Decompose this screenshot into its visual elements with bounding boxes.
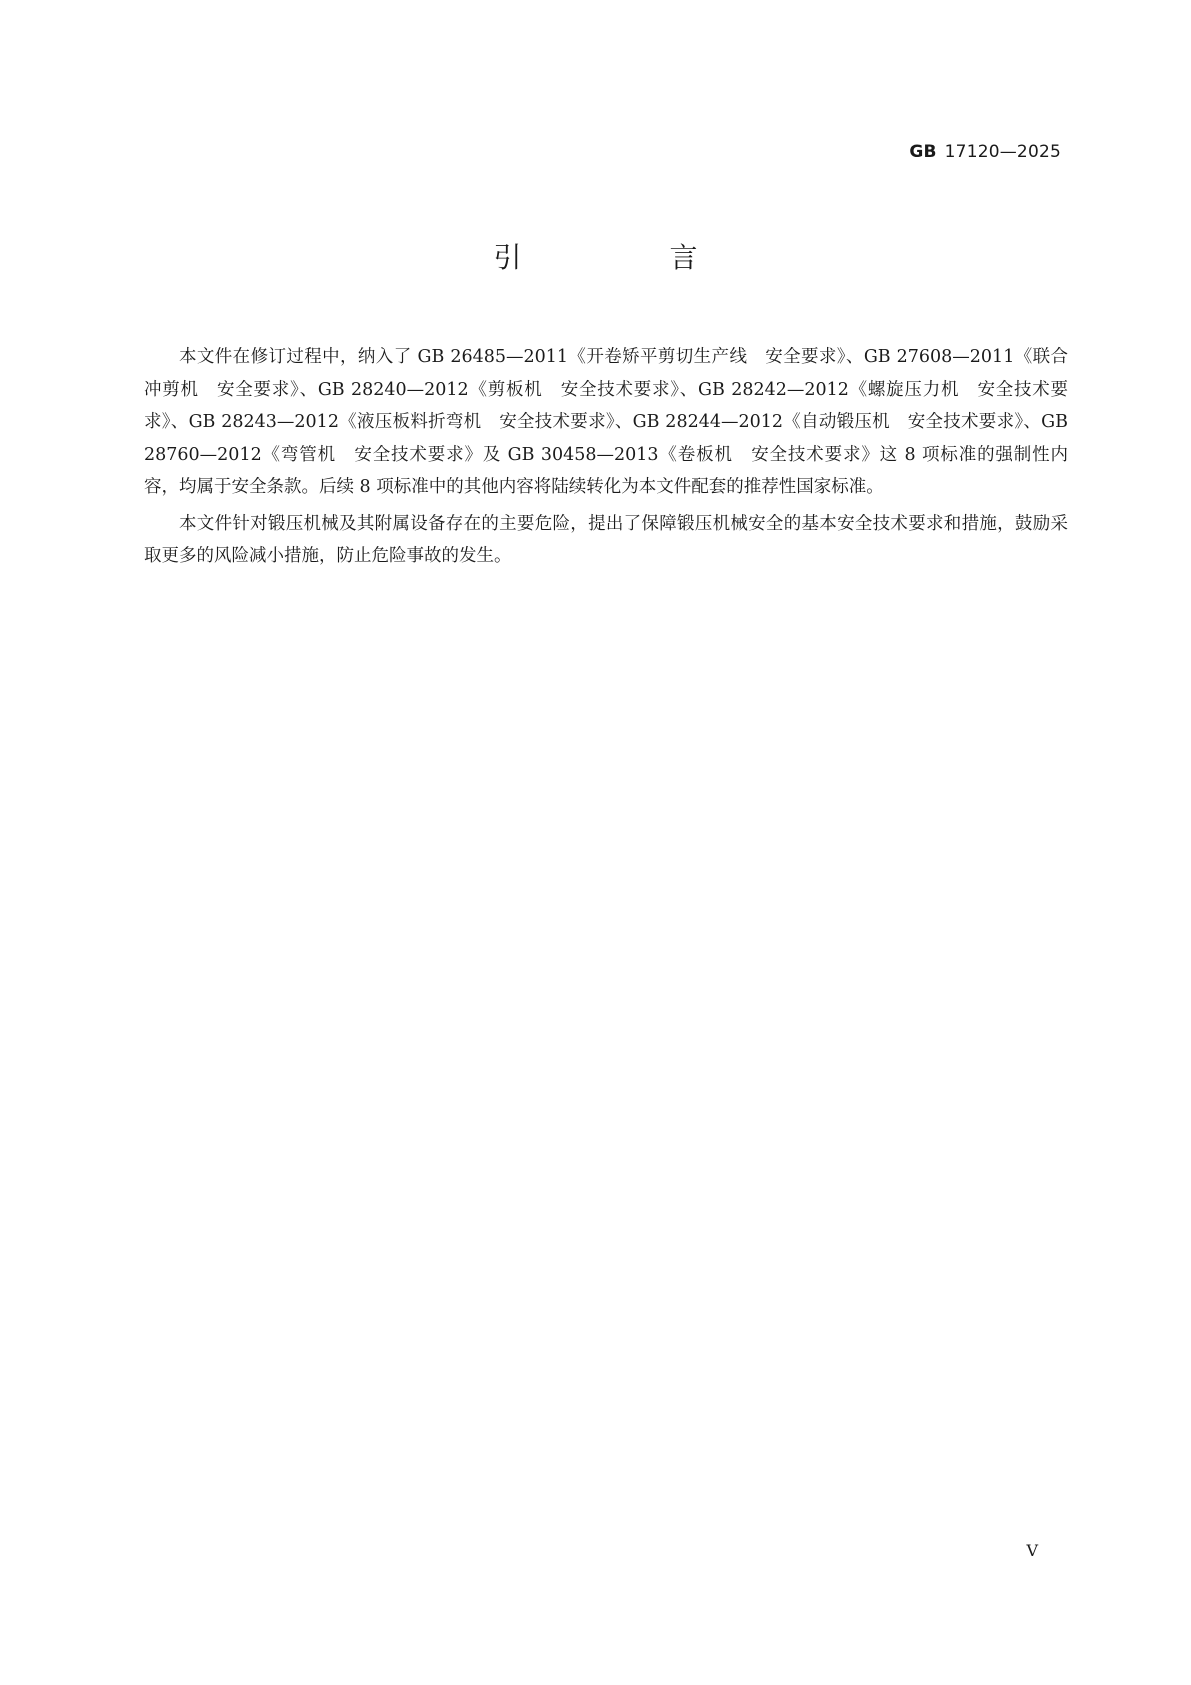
paragraph-1: 本文件在修订过程中，纳入了 GB 26485—2011《开卷矫平剪切生产线 安全要求》、GB 27608—2011《联合冲剪机 安全要求》、GB 28240—2012《剪板机 安全技术要求》、GB 28242—2012《螺旋压力机 安全技术要求》、GB 28243—2012《液压板料折弯机 安全技术要求》、GB 28244—2012《自动锻压机 安全技术要求》、GB 28760—2012《弯管机 安全技术要求》及 GB 30458—2013《卷板机 安全技术要求》这 8 项标准的强制性内容，均属于安全条款。后续 8 项标准中的其他内容将陆续转化为本文件配套的推荐性国家标准。 bbox=[144, 347, 1068, 497]
paragraph-2: 本文件针对锻压机械及其附属设备存在的主要危险，提出了保障锻压机械安全的基本安全技术要求和措施，鼓励采取更多的风险减小措施，防止危险事故的发生。 bbox=[144, 513, 1068, 566]
document-code bbox=[909, 142, 1061, 162]
page-number: V bbox=[1026, 1541, 1038, 1560]
introduction-body bbox=[144, 341, 1068, 577]
standard-prefix: GB bbox=[909, 142, 937, 162]
page-title: 引 言 bbox=[493, 241, 758, 274]
standard-number: 17120—2025 bbox=[944, 142, 1061, 162]
